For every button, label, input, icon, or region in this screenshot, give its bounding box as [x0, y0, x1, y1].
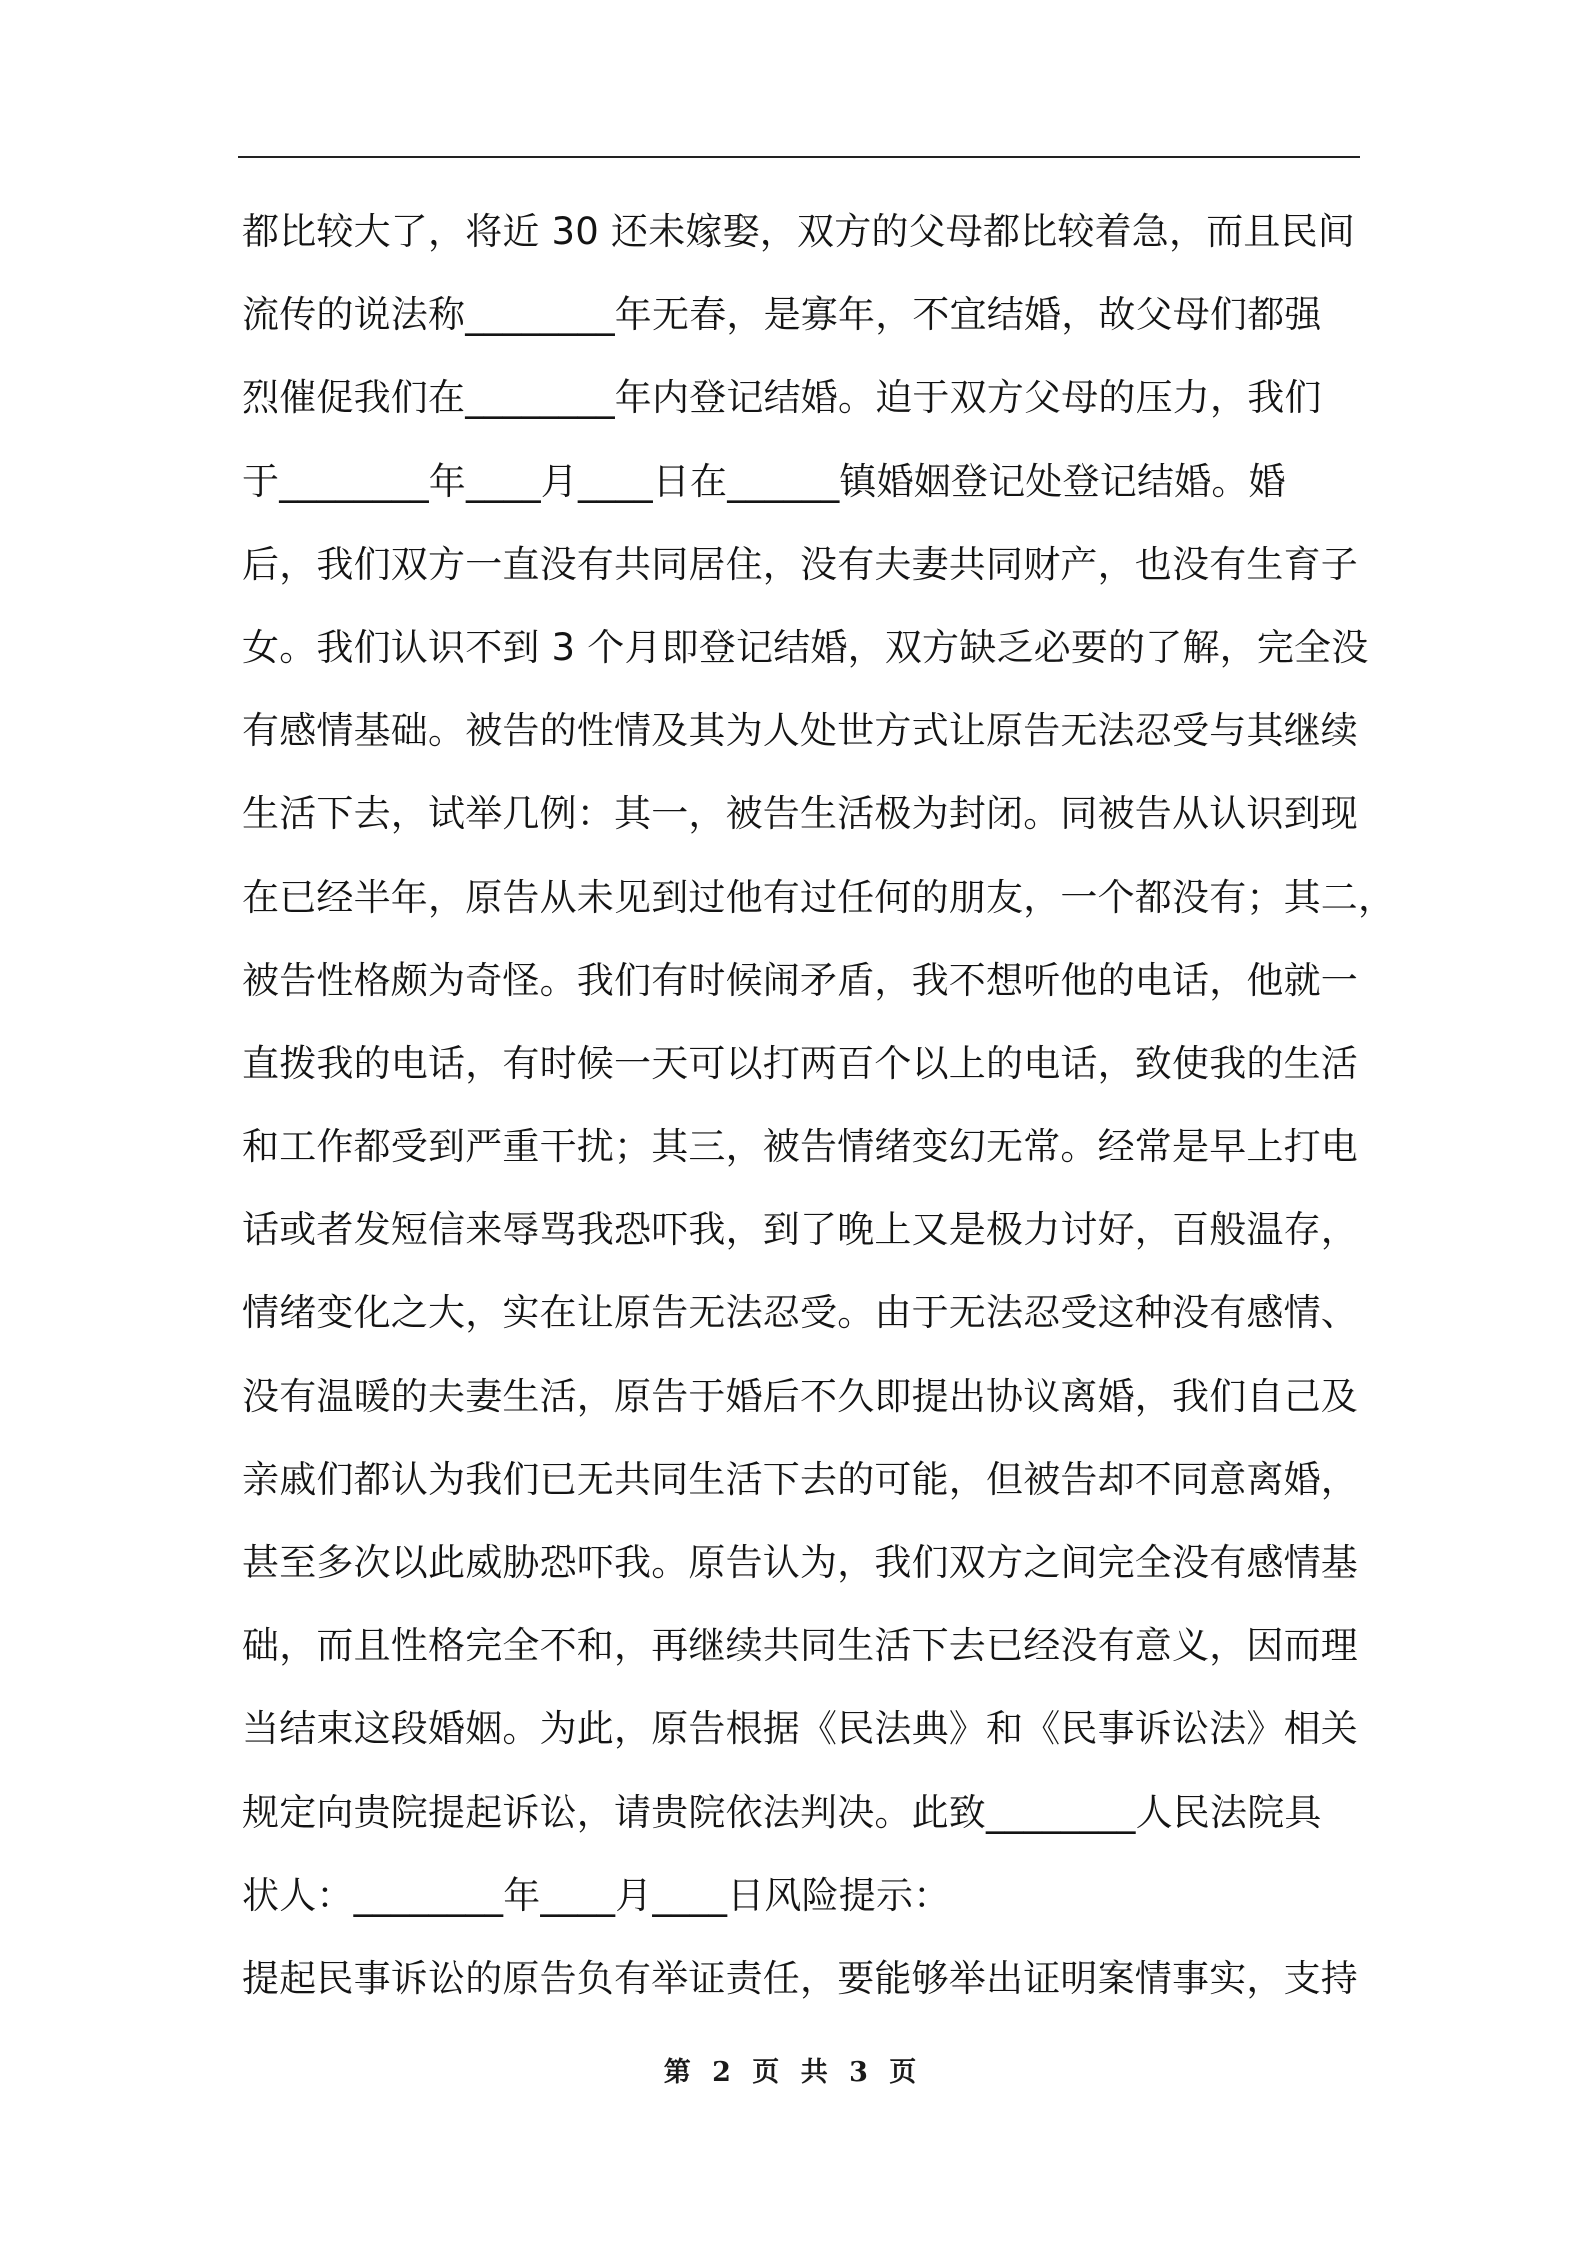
text-line: 当结束这段婚姻。为此，原告根据《民法典》和《民事诉讼法》相关 — [242, 1707, 1358, 1751]
text-line: 情绪变化之大，实在让原告无法忍受。由于无法忍受这种没有感情、 — [242, 1291, 1358, 1335]
text-line: 话或者发短信来辱骂我恐吓我，到了晚上又是极力讨好，百般温存， — [242, 1208, 1358, 1252]
text-line: 没有温暖的夫妻生活，原告于婚后不久即提出协议离婚，我们自己及 — [242, 1374, 1358, 1418]
text-line: 流传的说法称________年无春，是寡年，不宜结婚，故父母们都强 — [242, 293, 1322, 337]
text-line: 状人：________年____月____日风险提示： — [242, 1873, 951, 1917]
text-line: 于________年____月____日在______镇婚姻登记处登记结婚。婚 — [242, 459, 1286, 503]
text-line: 有感情基础。被告的性情及其为人处世方式让原告无法忍受与其继续 — [242, 709, 1358, 753]
header-divider — [238, 156, 1360, 158]
text-line: 女。我们认识不到 3 个月即登记结婚，双方缺乏必要的了解，完全没 — [242, 625, 1369, 669]
text-line: 后，我们双方一直没有共同居住，没有夫妻共同财产，也没有生育子 — [242, 542, 1358, 586]
text-line: 在已经半年，原告从未见到过他有过任何的朋友，一个都没有；其二， — [242, 875, 1396, 919]
text-line: 都比较大了，将近 30 还未嫁娶，双方的父母都比较着急，而且民间 — [242, 210, 1356, 253]
text-line: 烈催促我们在________年内登记结婚。迫于双方父母的压力，我们 — [242, 376, 1322, 420]
text-line: 规定向贵院提起诉讼，请贵院依法判决。此致________人民法院具 — [242, 1790, 1322, 1834]
page-indicator: 第 2 页 共 3 页 — [663, 2057, 923, 2088]
document-body — [242, 190, 1396, 2020]
text-line: 被告性格颇为奇怪。我们有时候闹矛盾，我不想听他的电话，他就一 — [242, 958, 1358, 1002]
text-line: 础，而且性格完全不和，再继续共同生活下去已经没有意义，因而理 — [242, 1624, 1358, 1668]
text-line: 甚至多次以此威胁恐吓我。原告认为，我们双方之间完全没有感情基 — [242, 1541, 1358, 1584]
text-line: 和工作都受到严重干扰；其三，被告情绪变幻无常。经常是早上打电 — [242, 1125, 1358, 1169]
text-line: 提起民事诉讼的原告负有举证责任，要能够举出证明案情事实，支持 — [242, 1956, 1358, 2000]
text-line: 亲戚们都认为我们已无共同生活下去的可能，但被告却不同意离婚， — [242, 1457, 1358, 1501]
text-line: 直拨我的电话，有时候一天可以打两百个以上的电话，致使我的生活 — [242, 1041, 1358, 1085]
text-line: 生活下去，试举几例：其一，被告生活极为封闭。同被告从认识到现 — [242, 792, 1358, 836]
